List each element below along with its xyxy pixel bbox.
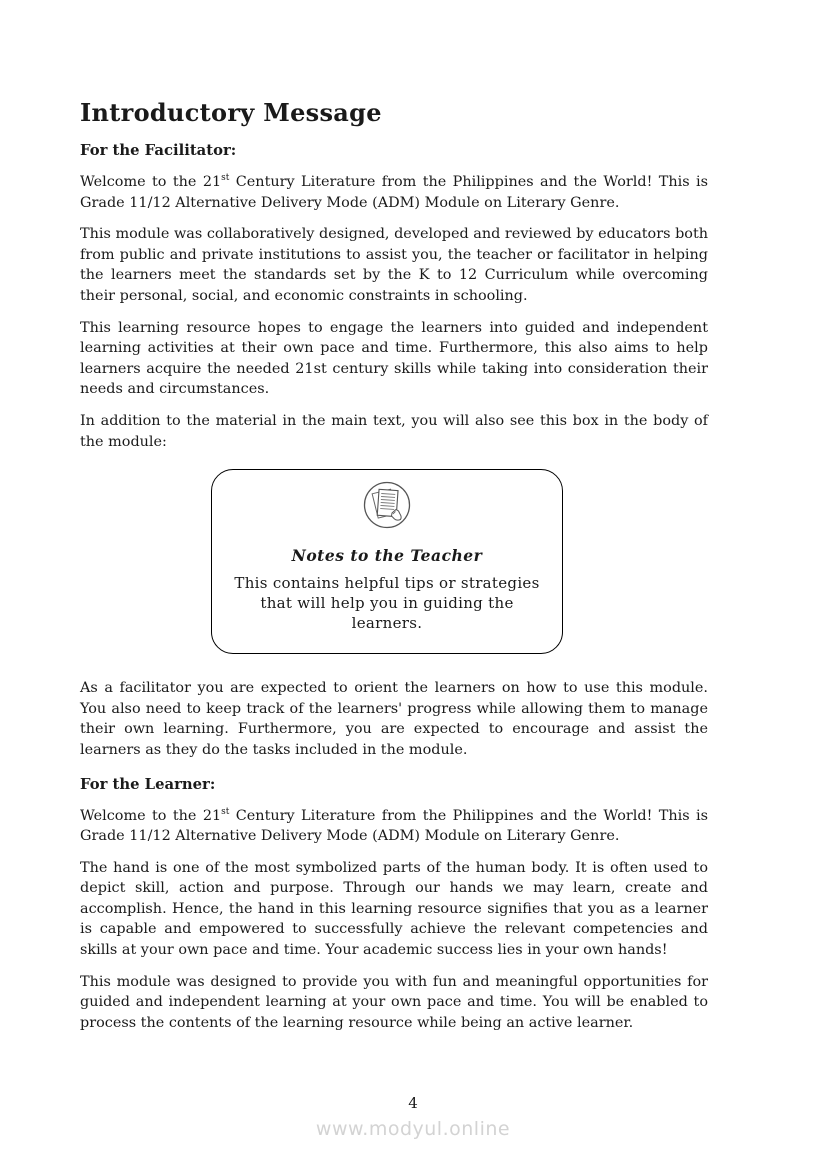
watermark-url: www.modyul.online [315, 1118, 511, 1140]
welcome-text-prefix: Welcome to the 21 [80, 174, 222, 190]
notes-box-body-line1: This contains helpful tips or strategies [234, 574, 540, 593]
welcome-text-prefix: Welcome to the 21 [80, 807, 222, 824]
ordinal-superscript: st [221, 173, 230, 184]
facilitator-paragraph: In addition to the material in the main text, you will also see this box in the body of the module: [80, 412, 708, 450]
facilitator-closing-paragraph: As a facilitator you are expected to orient the learners on how to use this module. You also need to keep track of the learners' progress while allowing them to manage their own learning. Furthermore, you are expected to encourage and assist the learners as they do the tasks included in the module. [80, 680, 708, 758]
notes-paper-hand-icon [362, 480, 412, 534]
welcome-text-rest: Century Literature from the Philippines and the World! This is Grade 11/12 Alternative Delivery Mode (ADM) Module on Literary Genre. [80, 174, 708, 211]
ordinal-superscript: st [221, 806, 230, 817]
learner-heading: For the Learner: [80, 775, 216, 793]
notes-to-teacher-box [211, 469, 563, 654]
facilitator-paragraph: This module was collaboratively designed, developed and reviewed by educators both from public and private institutions to assist you, the teacher or facilitator in helping the learners meet the standards set by the K to 12 Curriculum while overcoming their personal, social, and economic constraints in schooling. [80, 226, 708, 304]
facilitator-paragraph: This learning resource hopes to engage the learners into guided and independent learning activities at their own pace and time. Furthermore, this also aims to help learners acquire the needed 21st century skills while taking into consideration their needs and circumstances. [80, 319, 708, 398]
notes-box-title: Notes to the Teacher [291, 546, 483, 566]
learner-paragraph: The hand is one of the most symbolized parts of the human body. It is often used to depict skill, action and purpose. Through our hands we may learn, create and accomplish. Hence, the hand in this learning resource signifies that you as a learner is capable and empowered to successfully achieve the relevant competencies and skills at your own pace and time. Your academic success lies in your own hands! [80, 859, 708, 959]
notes-box-body-line2: that will help you in guiding the learners. [260, 594, 514, 633]
notes-icon-container [228, 480, 546, 534]
facilitator-welcome-paragraph [80, 172, 708, 213]
page-number: 4 [408, 1094, 418, 1112]
welcome-text-rest: Century Literature from the Philippines and the World! This is Grade 11/12 Alternative Delivery Mode (ADM) Module on Literary Genre. [80, 807, 708, 845]
page-title: Introductory Message [80, 98, 382, 127]
learner-welcome-paragraph [80, 806, 708, 847]
learner-paragraph: This module was designed to provide you with fun and meaningful opportunities for guided and independent learning at your own pace and time. You will be enabled to process the contents of the learning resource while being an active learner. [80, 973, 708, 1031]
facilitator-heading: For the Facilitator: [80, 142, 237, 159]
page-content [80, 98, 708, 1044]
